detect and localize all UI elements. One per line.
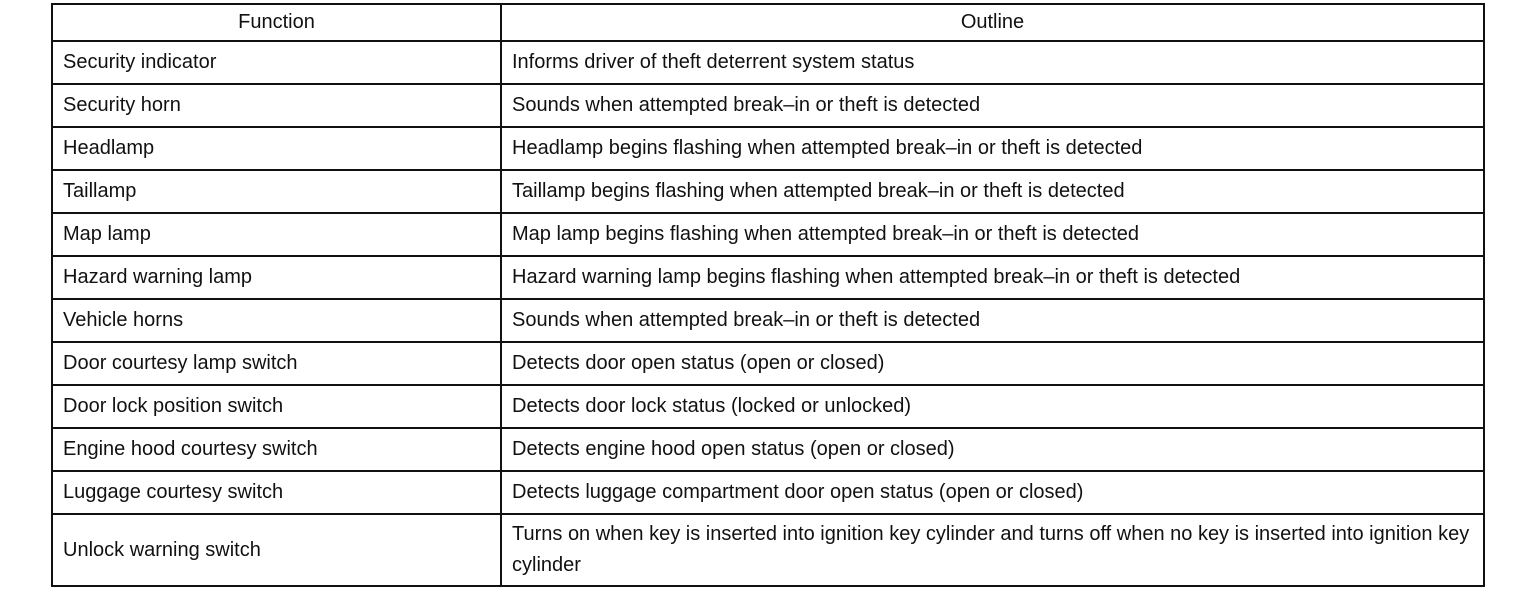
- outline-cell: Map lamp begins flashing when attempted break–in or theft is detected: [501, 213, 1484, 256]
- table-row: [52, 127, 1484, 170]
- table-row: [52, 342, 1484, 385]
- table-row: [52, 84, 1484, 127]
- outline-cell: Sounds when attempted break–in or theft is detected: [501, 84, 1484, 127]
- function-cell: Door lock position switch: [52, 385, 501, 428]
- outline-cell: Hazard warning lamp begins flashing when attempted break–in or theft is detected: [501, 256, 1484, 299]
- outline-cell: Sounds when attempted break–in or theft is detected: [501, 299, 1484, 342]
- table-row: [52, 256, 1484, 299]
- function-cell: Hazard warning lamp: [52, 256, 501, 299]
- outline-cell: Taillamp begins flashing when attempted break–in or theft is detected: [501, 170, 1484, 213]
- table-row: [52, 471, 1484, 514]
- function-cell: Door courtesy lamp switch: [52, 342, 501, 385]
- function-cell: Taillamp: [52, 170, 501, 213]
- table-row: [52, 514, 1484, 586]
- function-cell: Luggage courtesy switch: [52, 471, 501, 514]
- outline-cell: Detects door lock status (locked or unlocked): [501, 385, 1484, 428]
- function-cell: Headlamp: [52, 127, 501, 170]
- function-cell: Security indicator: [52, 41, 501, 84]
- table-row: [52, 428, 1484, 471]
- table-row: [52, 213, 1484, 256]
- outline-cell: Detects engine hood open status (open or closed): [501, 428, 1484, 471]
- function-outline-table: [51, 3, 1485, 587]
- outline-cell: Headlamp begins flashing when attempted break–in or theft is detected: [501, 127, 1484, 170]
- outline-cell: Detects luggage compartment door open status (open or closed): [501, 471, 1484, 514]
- function-cell: Unlock warning switch: [52, 514, 501, 586]
- function-cell: Vehicle horns: [52, 299, 501, 342]
- table-row: [52, 170, 1484, 213]
- outline-cell: Turns on when key is inserted into ignition key cylinder and turns off when no key is inserted into ignition key cylinder: [501, 514, 1484, 586]
- outline-cell: Informs driver of theft deterrent system status: [501, 41, 1484, 84]
- outline-cell: Detects door open status (open or closed): [501, 342, 1484, 385]
- function-cell: Security horn: [52, 84, 501, 127]
- table-header-row: [52, 4, 1484, 41]
- table-row: [52, 41, 1484, 84]
- function-cell: Map lamp: [52, 213, 501, 256]
- column-header-function: Function: [52, 4, 501, 41]
- table-row: [52, 385, 1484, 428]
- column-header-outline: Outline: [501, 4, 1484, 41]
- table-row: [52, 299, 1484, 342]
- function-cell: Engine hood courtesy switch: [52, 428, 501, 471]
